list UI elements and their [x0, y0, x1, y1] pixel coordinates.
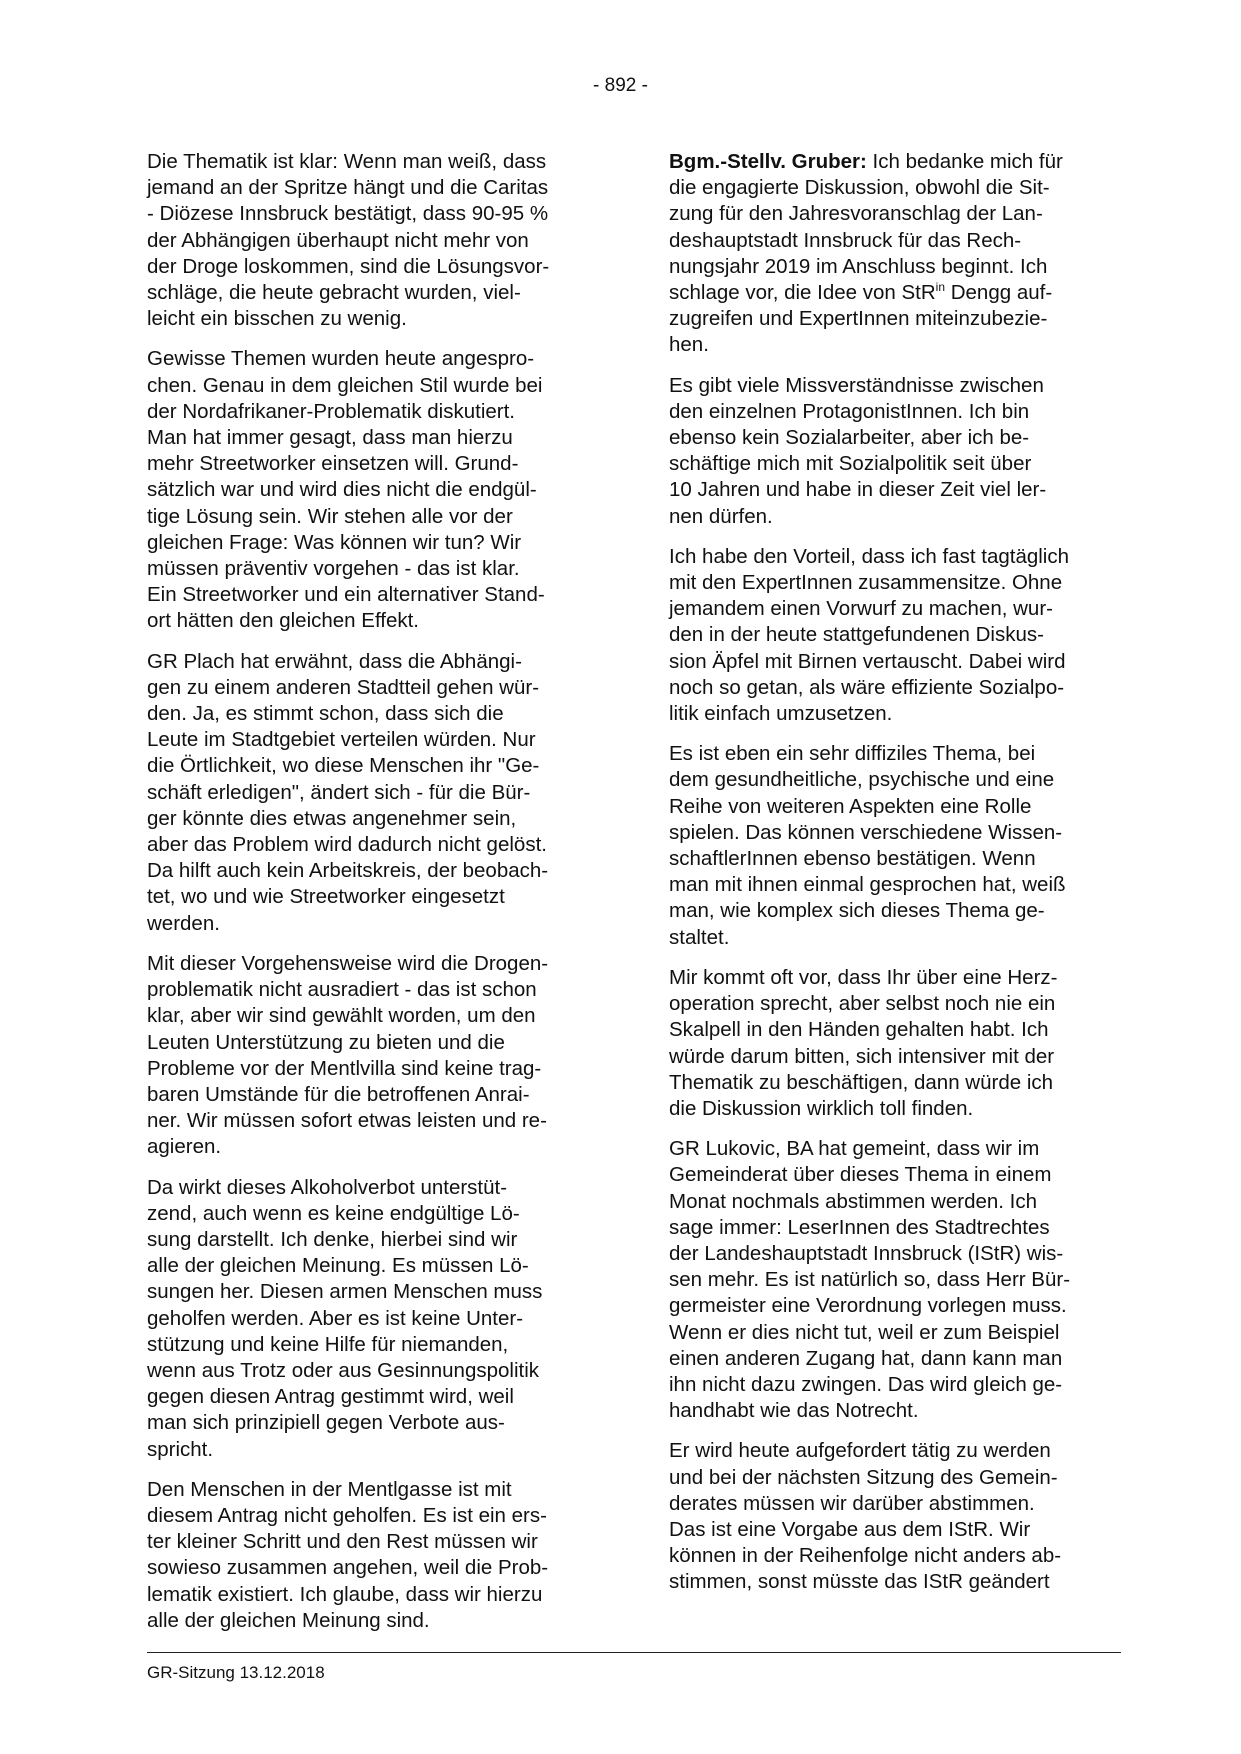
- text-line: mit den ExpertInnen zusammensitze. Ohne: [669, 571, 1063, 595]
- text-line: schaftlerInnen ebenso bestätigen. Wenn: [669, 847, 1036, 871]
- text-line: spricht.: [147, 1437, 214, 1461]
- text-line: wenn aus Trotz oder aus Gesinnungspolitik: [147, 1358, 540, 1382]
- text-line: würde darum bitten, sich intensiver mit der: [669, 1044, 1055, 1068]
- text-line: Mir kommt oft vor, dass Ihr über eine Herz-: [669, 965, 1058, 989]
- text-line: Man hat immer gesagt, dass man hierzu: [147, 426, 513, 450]
- text-line: gleichen Frage: Was können wir tun? Wir: [147, 530, 522, 554]
- text-line: der Landeshauptstadt Innsbruck (IStR) wis-: [669, 1241, 1064, 1265]
- text-line: ner. Wir müssen sofort etwas leisten und re-: [147, 1109, 547, 1133]
- text-line: Gemeinderat über dieses Thema in einem: [669, 1163, 1052, 1187]
- text-line: germeister eine Verordnung vorlegen muss.: [669, 1294, 1067, 1318]
- text-line: man sich prinzipiell gegen Verbote aus-: [147, 1411, 505, 1435]
- text-line: Gewisse Themen wurden heute angespro-: [147, 347, 535, 371]
- text-line: Thematik zu beschäftigen, dann würde ich: [669, 1070, 1054, 1094]
- text-line: Da hilft auch kein Arbeitskreis, der beobach-: [147, 859, 549, 883]
- text-line: sätzlich war und wird dies nicht die endgül-: [147, 478, 537, 502]
- text-line: agieren.: [147, 1135, 222, 1159]
- text-line: werden.: [147, 911, 220, 935]
- text-line: operation sprecht, aber selbst noch nie ein: [669, 992, 1056, 1016]
- text-line: Probleme vor der Mentlvilla sind keine trag-: [147, 1056, 542, 1080]
- text-line: jemand an der Spritze hängt und die Caritas: [147, 176, 549, 200]
- text-line: schäftige mich mit Sozialpolitik seit über: [669, 452, 1032, 476]
- text-line: [669, 280, 1139, 306]
- speaker-paragraph: [669, 149, 1139, 359]
- text-line: Ein Streetworker und ein alternativer Stand-: [147, 583, 545, 607]
- text-line: alle der gleichen Meinung. Es müssen Lö-: [147, 1254, 529, 1278]
- text-line: Monat nochmals abstimmen werden. Ich: [669, 1189, 1038, 1213]
- text-line: staltet.: [669, 925, 730, 949]
- text-line: tet, wo und wie Streetworker eingesetzt: [147, 885, 505, 909]
- text-line: dem gesundheitliche, psychische und eine: [669, 768, 1055, 792]
- text-line: zend, auch wenn es keine endgültige Lö-: [147, 1201, 520, 1225]
- text-line: klar, aber wir sind gewählt worden, um den: [147, 1004, 536, 1028]
- footer-divider: [147, 1652, 1121, 1653]
- text-line: den einzelnen ProtagonistInnen. Ich bin: [669, 399, 1030, 423]
- footer-session-date: GR-Sitzung 13.12.2018: [147, 1663, 325, 1682]
- text-line: die engagierte Diskussion, obwohl die Sit-: [669, 176, 1050, 200]
- paragraph: [669, 373, 1139, 530]
- text-line: Es ist eben ein sehr diffiziles Thema, bei: [669, 742, 1036, 766]
- text-line: tige Lösung sein. Wir stehen alle vor der: [147, 504, 513, 528]
- paragraph: [147, 649, 602, 937]
- text-line: ihn nicht dazu zwingen. Das wird gleich ge-: [669, 1372, 1063, 1396]
- text-line: stützung und keine Hilfe für niemanden,: [147, 1332, 509, 1356]
- text-line: GR Plach hat erwähnt, dass die Abhängi-: [147, 649, 522, 673]
- text-line: Leute im Stadtgebiet verteilen würden. Nur: [147, 728, 536, 752]
- text-line: Es gibt viele Missverständnisse zwischen: [669, 373, 1044, 397]
- text-line: baren Umstände für die betroffenen Anrai-: [147, 1082, 530, 1106]
- left-column: [147, 149, 602, 1648]
- text-line: problematik nicht ausradiert - das ist schon: [147, 978, 537, 1002]
- text-line: Er wird heute aufgefordert tätig zu werden: [669, 1439, 1051, 1463]
- text-line: chen. Genau in dem gleichen Stil wurde bei: [147, 373, 543, 397]
- text-line: nen dürfen.: [669, 504, 773, 528]
- text-line: Ich habe den Vorteil, dass ich fast tagtäglich: [669, 544, 1070, 568]
- text-line: Das ist eine Vorgabe aus dem IStR. Wir: [669, 1517, 1031, 1541]
- text-line: sion Äpfel mit Birnen vertauscht. Dabei wird: [669, 649, 1066, 673]
- text-line: sungen her. Diesen armen Menschen muss: [147, 1280, 543, 1304]
- text-line: sowieso zusammen angehen, weil die Prob-: [147, 1556, 549, 1580]
- text-line: Wenn er dies nicht tut, weil er zum Beispiel: [669, 1320, 1060, 1344]
- text-line: und bei der nächsten Sitzung des Gemein-: [669, 1465, 1058, 1489]
- paragraph: [669, 741, 1139, 951]
- speaker-name: Bgm.-Stellv. Gruber:: [669, 150, 867, 173]
- right-column: [669, 149, 1139, 1610]
- superscript: in: [935, 280, 946, 295]
- text-line: sung darstellt. Ich denke, hierbei sind wir: [147, 1227, 518, 1251]
- text-line: noch so getan, als wäre effiziente Sozialpo-: [669, 675, 1065, 699]
- text-line: sage immer: LeserInnen des Stadtrechtes: [669, 1215, 1050, 1239]
- text-line: [669, 149, 1139, 175]
- paragraph: [147, 149, 602, 332]
- text-line: - Diözese Innsbruck bestätigt, dass 90-95 %: [147, 202, 549, 226]
- text-line: lematik existiert. Ich glaube, dass wir hierzu: [147, 1582, 543, 1606]
- text-line: deshauptstadt Innsbruck für das Rech-: [669, 228, 1022, 252]
- paragraph: [669, 544, 1139, 727]
- text-line: nungsjahr 2019 im Anschluss beginnt. Ich: [669, 254, 1048, 278]
- text-line: der Nordafrikaner-Problematik diskutiert.: [147, 399, 515, 423]
- text-line: Skalpell in den Händen gehalten habt. Ich: [669, 1018, 1049, 1042]
- line-part: Dengg auf-: [945, 281, 1053, 305]
- text-line: ter kleiner Schritt und den Rest müssen wir: [147, 1530, 538, 1554]
- text-line: litik einfach umzusetzen.: [669, 702, 893, 726]
- text-line: ger könnte dies etwas angenehmer sein,: [147, 806, 517, 830]
- text-line: Leuten Unterstützung zu bieten und die: [147, 1030, 505, 1054]
- text-line: schläge, die heute gebracht wurden, viel-: [147, 281, 521, 305]
- text-line: den in der heute stattgefundenen Diskus-: [669, 623, 1044, 647]
- paragraph: [669, 1136, 1139, 1424]
- text-line: Mit dieser Vorgehensweise wird die Drogen-: [147, 951, 549, 975]
- text-line: zugreifen und ExpertInnen miteinzubezie-: [669, 307, 1048, 331]
- paragraph: [669, 1438, 1139, 1595]
- paragraph: [147, 1477, 602, 1634]
- text-line: Reihe von weiteren Aspekten eine Rolle: [669, 794, 1032, 818]
- text-line: gen zu einem anderen Stadtteil gehen wür-: [147, 675, 540, 699]
- text-line: 10 Jahren und habe in dieser Zeit viel ler-: [669, 478, 1047, 502]
- text-line: gegen diesen Antrag gestimmt wird, weil: [147, 1385, 514, 1409]
- text-line: ebenso kein Sozialarbeiter, aber ich be-: [669, 426, 1030, 450]
- text-line: aber das Problem wird dadurch nicht gelöst.: [147, 833, 547, 857]
- text-line: man mit ihnen einmal gesprochen hat, weiß: [669, 873, 1066, 897]
- text-line: Die Thematik ist klar: Wenn man weiß, dass: [147, 150, 547, 173]
- text-line: die Diskussion wirklich toll finden.: [669, 1096, 974, 1120]
- text-line: zung für den Jahresvoranschlag der Lan-: [669, 202, 1043, 226]
- text-line: sen mehr. Es ist natürlich so, dass Herr Bür-: [669, 1268, 1071, 1292]
- paragraph: [147, 1175, 602, 1463]
- text-line: leicht ein bisschen zu wenig.: [147, 307, 407, 331]
- text-line: handhabt wie das Notrecht.: [669, 1399, 919, 1423]
- paragraph: [147, 951, 602, 1161]
- paragraph: [669, 965, 1139, 1122]
- text-line: einen anderen Zugang hat, dann kann man: [669, 1346, 1063, 1370]
- text-line: schäft erledigen", ändert sich - für die Bür-: [147, 780, 531, 804]
- text-line: derates müssen wir darüber abstimmen.: [669, 1491, 1035, 1515]
- text-line: den. Ja, es stimmt schon, dass sich die: [147, 702, 504, 726]
- text-line: die Örtlichkeit, wo diese Menschen ihr "Ge-: [147, 754, 540, 778]
- page-number: - 892 -: [593, 75, 648, 96]
- text-line: der Droge loskommen, sind die Lösungsvor-: [147, 254, 550, 278]
- text-line: können in der Reihenfolge nicht anders ab-: [669, 1544, 1062, 1568]
- text-line: mehr Streetworker einsetzen will. Grund-: [147, 452, 519, 476]
- text-line: stimmen, sonst müsste das IStR geändert: [669, 1570, 1050, 1594]
- line-part: schlage vor, die Idee von StR: [669, 281, 936, 305]
- paragraph: [147, 346, 602, 634]
- text-line: hen.: [669, 333, 709, 357]
- text-line: alle der gleichen Meinung sind.: [147, 1608, 430, 1632]
- text-line: diesem Antrag nicht geholfen. Es ist ein ers-: [147, 1503, 547, 1527]
- text-line: Den Menschen in der Mentlgasse ist mit: [147, 1477, 512, 1501]
- text-line: jemandem einen Vorwurf zu machen, wur-: [669, 597, 1053, 621]
- right-paragraphs: [669, 373, 1139, 1596]
- text-line: müssen präventiv vorgehen - das ist klar.: [147, 557, 520, 581]
- text-line: ort hätten den gleichen Effekt.: [147, 609, 420, 633]
- text-line: der Abhängigen überhaupt nicht mehr von: [147, 228, 529, 252]
- text-line: man, wie komplex sich dieses Thema ge-: [669, 899, 1045, 923]
- text-line: GR Lukovic, BA hat gemeint, dass wir im: [669, 1137, 1040, 1161]
- text-line: spielen. Das können verschiedene Wissen-: [669, 820, 1063, 844]
- text-line: Da wirkt dieses Alkoholverbot unterstüt-: [147, 1175, 508, 1199]
- text-line: geholfen werden. Aber es ist keine Unter-: [147, 1306, 524, 1330]
- speaker-intro: Ich bedanke mich für: [866, 150, 1063, 173]
